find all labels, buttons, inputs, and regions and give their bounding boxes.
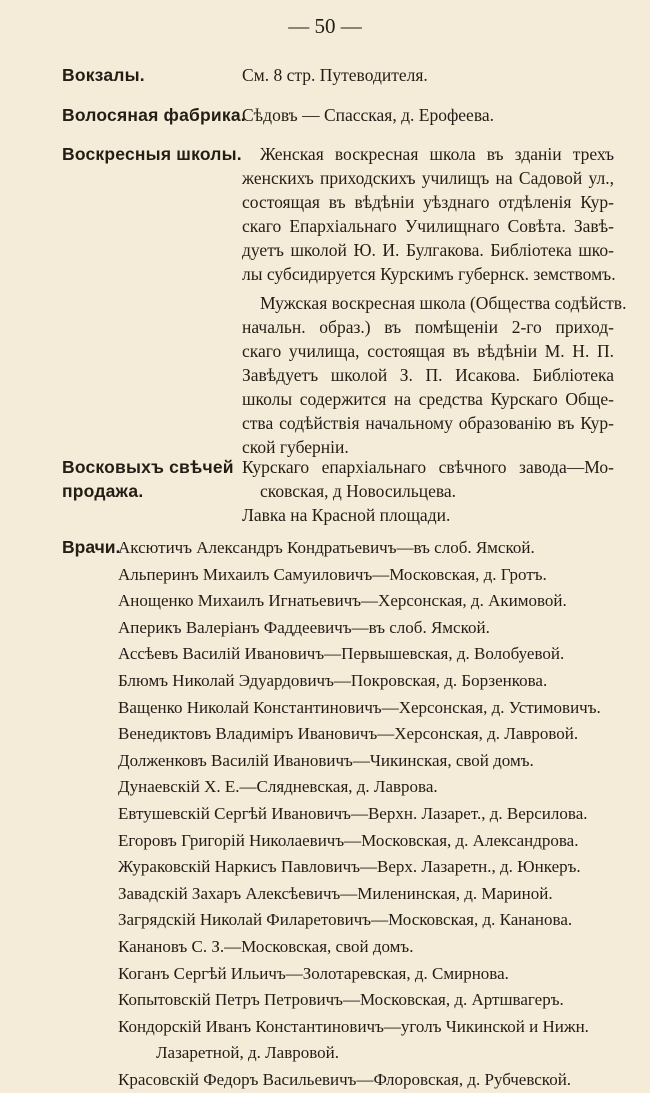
entry-line: дуетъ школой Ю. И. Булгакова. Библіотека шко- <box>242 240 614 260</box>
list-item: Альперинъ Михаилъ Самуиловичъ—Московская, д. Гротъ. <box>118 564 547 584</box>
entry-line: лы субсидируется Курскимъ губернск. земствомъ. <box>242 264 616 284</box>
entry-voskresnye-shkoly-women <box>242 142 614 286</box>
list-item: Венедиктовъ Владиміръ Ивановичъ—Херсонская, д. Лавровой. <box>118 724 579 744</box>
list-item: Ассѣевъ Василій Ивановичъ—Первышевская, д. Волобуевой. <box>118 644 565 664</box>
entry-line: Сѣдовъ — Спасская, д. Ерофеева. <box>242 105 494 125</box>
entry-line: Мужская воскресная школа (Общества содѣйств. <box>260 293 627 313</box>
entry-vokzaly <box>242 63 614 87</box>
list-item: Аксютичъ Александръ Кондратьевичъ—въ слоб. Ямской. <box>118 538 535 557</box>
list-item: Анощенко Михаилъ Игнатьевичъ—Херсонская, д. Акимовой. <box>118 591 567 611</box>
heading-vrachi: Врачи. <box>62 537 121 557</box>
list-item: Загрядскій Николай Филаретовичъ—Московская, д. Кананова. <box>118 910 573 930</box>
entry-voskresnye-shkoly-men <box>242 291 627 459</box>
list-item: Красовскій Федоръ Васильевичъ—Флоровская, д. Рубчевской. <box>118 1069 572 1089</box>
list-item: Коганъ Сергѣй Ильичъ—Золотаревская, д. Смирнова. <box>118 963 509 983</box>
heading-volosyanaya-fabrika: Волосяная фабрика. <box>62 105 246 125</box>
list-item: Егоровъ Григорій Николаевичъ—Московская, д. Александрова. <box>118 830 579 850</box>
entry-line: состоящая въ вѣдѣніи уѣзднаго отдѣленія Кур- <box>242 192 614 212</box>
entry-line: Курскаго епархіальнаго свѣчного завода—Мо- <box>242 457 614 477</box>
list-item: Жураковскій Наркисъ Павловичъ—Верх. Лазаретн., д. Юнкеръ. <box>118 857 581 877</box>
heading-vokzaly: Вокзалы. <box>62 65 145 85</box>
entry-line: скаго Епархіальнаго Училищнаго Совѣта. Завѣ- <box>242 216 614 236</box>
entry-line: начальн. образ.) въ помѣщеніи 2-го приход- <box>242 317 614 337</box>
entry-volosyanaya-fabrika <box>242 103 614 127</box>
list-item: Долженковъ Василій Ивановичъ—Чикинская, свой домъ. <box>118 750 534 770</box>
entry-line: сковская, д Новосильцева. <box>260 481 457 501</box>
heading-voskovykh-svechey <box>62 455 234 503</box>
heading-line: продажа. <box>62 481 144 501</box>
entry-line: Лавка на Красной площади. <box>242 505 451 525</box>
list-item: Блюмъ Николай Эдуардовичъ—Покровская, д. Борзенкова. <box>118 670 548 690</box>
entry-line: ской губерніи. <box>242 437 349 457</box>
list-item: Евтушевскій Сергѣй Ивановичъ—Верхн. Лазарет., д. Версилова. <box>118 803 588 823</box>
list-item: Копытовскій Петръ Петровичъ—Московская, д. Артшвагеръ. <box>118 990 564 1010</box>
entry-voskovykh-svechey <box>242 455 614 527</box>
entry-line: ства содѣйствія начальному образованію въ Кур- <box>242 413 614 433</box>
heading-line: Восковыхъ свѣчей <box>62 457 234 477</box>
entry-line: женскихъ приходскихъ училищъ на Садовой ул., <box>242 168 614 188</box>
list-item: Завадскій Захаръ Алексѣевичъ—Миленинская, д. Мариной. <box>118 883 553 903</box>
entry-line: школы содержится на средства Курскаго Обще- <box>242 389 614 409</box>
list-item: Кондорскій Иванъ Константиновичъ—уголъ Чикинской и Нижн. <box>118 1016 589 1036</box>
heading-voskresnye-shkoly: Воскресныя школы. <box>62 144 242 164</box>
entry-line: скаго училища, состоящая въ вѣдѣніи М. Н. П. <box>242 341 614 361</box>
list-item: Аперикъ Валеріанъ Фаддеевичъ—въ слоб. Ямской. <box>118 617 490 637</box>
entry-line: Женская воскресная школа въ зданіи трехъ <box>260 144 614 164</box>
vrachi-list <box>118 535 618 1093</box>
page-number: — 50 — <box>288 14 362 38</box>
list-item: Ващенко Николай Константиновичъ—Херсонская, д. Устимовичъ. <box>118 697 601 717</box>
entry-line: Завѣдуетъ школой З. П. Исакова. Библіотека <box>242 365 614 385</box>
list-item-continuation: Лазаретной, д. Лавровой. <box>156 1043 340 1063</box>
list-item: Дунаевскій Х. Е.—Слядневская, д. Лаврова. <box>118 777 438 797</box>
entry-line: См. 8 стр. Путеводителя. <box>242 65 428 85</box>
list-item: Канановъ С. З.—Московская, свой домъ. <box>118 936 414 956</box>
